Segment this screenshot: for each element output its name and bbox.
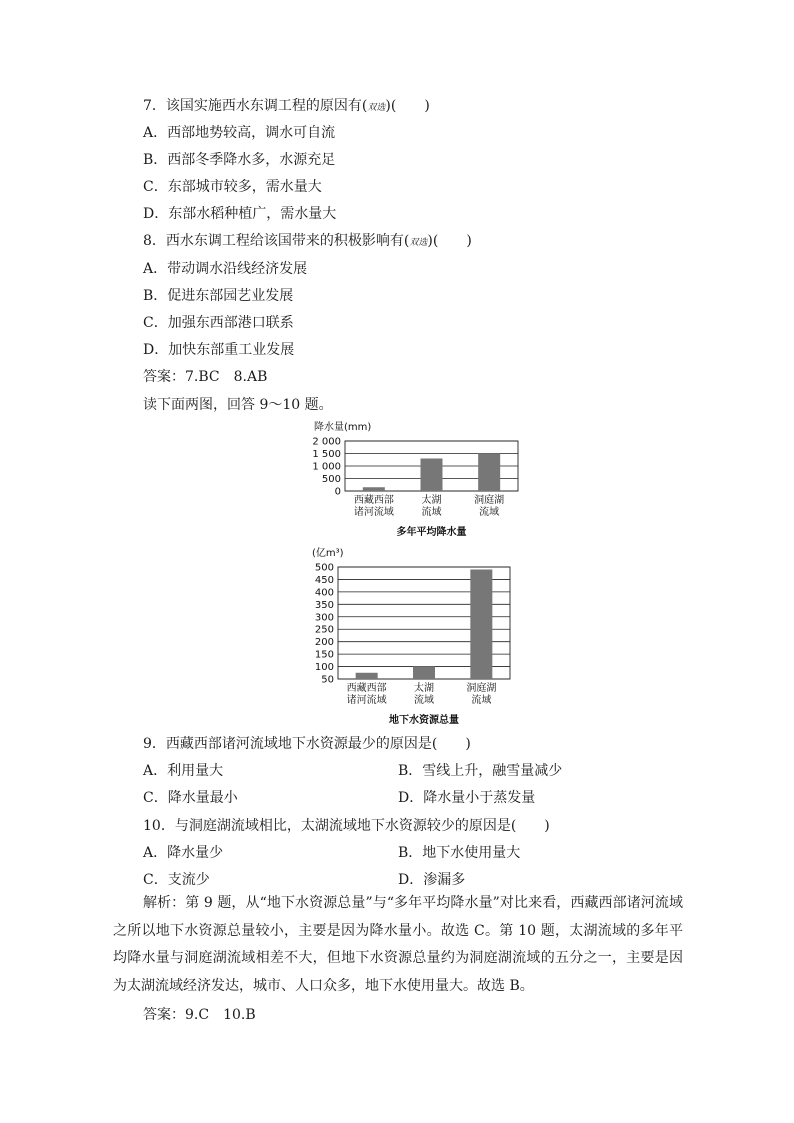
q9-option-b: B．雪线上升，融雪量减少 xyxy=(398,763,563,779)
y-axis-label: (亿m³) xyxy=(312,548,344,559)
q7-option-d: D．东部水稻种植广，需水量大 xyxy=(143,206,337,222)
y-tick-label: 500 xyxy=(314,562,334,574)
x-category-label: 流域 xyxy=(414,695,434,706)
q10-option-d: D．渗漏多 xyxy=(398,872,466,888)
q9-option-d: D．降水量小于蒸发量 xyxy=(398,790,536,806)
q8-tag: 双选 xyxy=(409,238,428,248)
chart-title: 多年平均降水量 xyxy=(396,527,467,538)
q10-option-a: A．降水量少 xyxy=(143,845,224,861)
q8-option-a: A．带动调水沿线经济发展 xyxy=(143,261,308,277)
y-tick-label: 1 000 xyxy=(312,461,341,473)
q8-option-d: D．加快东部重工业发展 xyxy=(143,342,295,358)
y-tick-label: 500 xyxy=(321,474,341,485)
answer-9-10: 答案：9.C 10.B xyxy=(143,1007,256,1023)
reading-intro: 读下面两图，回答 9～10 题。 xyxy=(143,397,333,413)
y-tick-label: 0 xyxy=(334,486,341,498)
bar xyxy=(413,667,435,679)
q10-stem: 10．与洞庭湖流域相比，太湖流域地下水资源较少的原因是( ) xyxy=(143,818,550,834)
q9-option-a: A．利用量大 xyxy=(143,763,224,779)
y-tick-label: 100 xyxy=(314,662,334,674)
bar xyxy=(356,673,378,679)
q8-close: )( ) xyxy=(427,233,472,249)
x-category-label: 洞庭湖 xyxy=(466,683,497,694)
bar xyxy=(470,569,492,679)
bar xyxy=(363,487,385,491)
y-tick-label: 250 xyxy=(314,624,334,636)
bar xyxy=(478,454,500,492)
x-category-label: 太湖 xyxy=(414,683,434,694)
x-category-label: 西藏西部 xyxy=(346,683,387,694)
y-tick-label: 450 xyxy=(314,574,334,586)
y-tick-label: 350 xyxy=(314,599,334,611)
q7-option-c: C．东部城市较多，需水量大 xyxy=(143,179,322,195)
q8-stem: 8．西水东调工程给该国带来的积极影响有(双选)( ) xyxy=(143,233,472,249)
x-category-label: 流域 xyxy=(421,507,442,518)
y-tick-label: 50 xyxy=(321,674,334,686)
y-tick-label: 150 xyxy=(314,649,334,661)
q7-tag: 双选 xyxy=(367,103,386,113)
x-category-label: 洞庭湖 xyxy=(474,495,505,506)
x-category-label: 诸河流域 xyxy=(353,507,394,518)
chart-title: 地下水资源总量 xyxy=(389,715,459,726)
q9-stem: 9．西藏西部诸河流域地下水资源最少的原因是( ) xyxy=(143,736,471,752)
x-category-label: 流域 xyxy=(479,507,500,518)
y-axis-label: 降水量(mm) xyxy=(314,422,372,433)
bar xyxy=(421,459,443,492)
q7-close: )( ) xyxy=(385,98,430,114)
y-tick-label: 2 000 xyxy=(312,436,341,448)
x-category-label: 诸河流域 xyxy=(346,695,387,706)
q8-option-c: C．加强东西部港口联系 xyxy=(143,315,294,331)
q7-option-b: B．西部冬季降水多，水源充足 xyxy=(143,152,336,168)
y-tick-label: 1 500 xyxy=(312,449,341,460)
x-category-label: 太湖 xyxy=(421,495,442,506)
x-category-label: 流域 xyxy=(471,695,492,706)
y-tick-label: 300 xyxy=(314,612,334,624)
x-category-label: 西藏西部 xyxy=(353,495,394,506)
q10-option-b: B．地下水使用量大 xyxy=(398,845,521,861)
precipitation-chart xyxy=(300,418,530,543)
q7-stem: 7．该国实施西水东调工程的原因有(双选)( ) xyxy=(143,98,430,114)
y-tick-label: 200 xyxy=(314,637,334,649)
q10-option-c: C．支流少 xyxy=(143,872,210,888)
answer-7-8: 答案：7.BC 8.AB xyxy=(143,369,268,385)
q9-option-c: C．降水量最小 xyxy=(143,790,238,806)
analysis-paragraph: 解析：第 9 题，从“地下水资源总量”与“多年平均降水量”对比来看，西藏西部诸河流域之所以地下水资源总量较小，主要是因为降水量小。故选 C。第 10 题，太湖流域的多年平均降水量与洞庭湖流域相差不大，但地下水资源总量约为洞庭湖流域的五分之一，主要是因为太湖流域经济发达，城市、人口众多，地下水使用量大。故选 B。 xyxy=(113,895,683,994)
q7-option-a: A．西部地势较高，调水可自流 xyxy=(143,125,336,141)
groundwater-chart xyxy=(300,542,530,732)
q8-option-b: B．促进东部园艺业发展 xyxy=(143,288,294,304)
y-tick-label: 400 xyxy=(314,587,334,599)
